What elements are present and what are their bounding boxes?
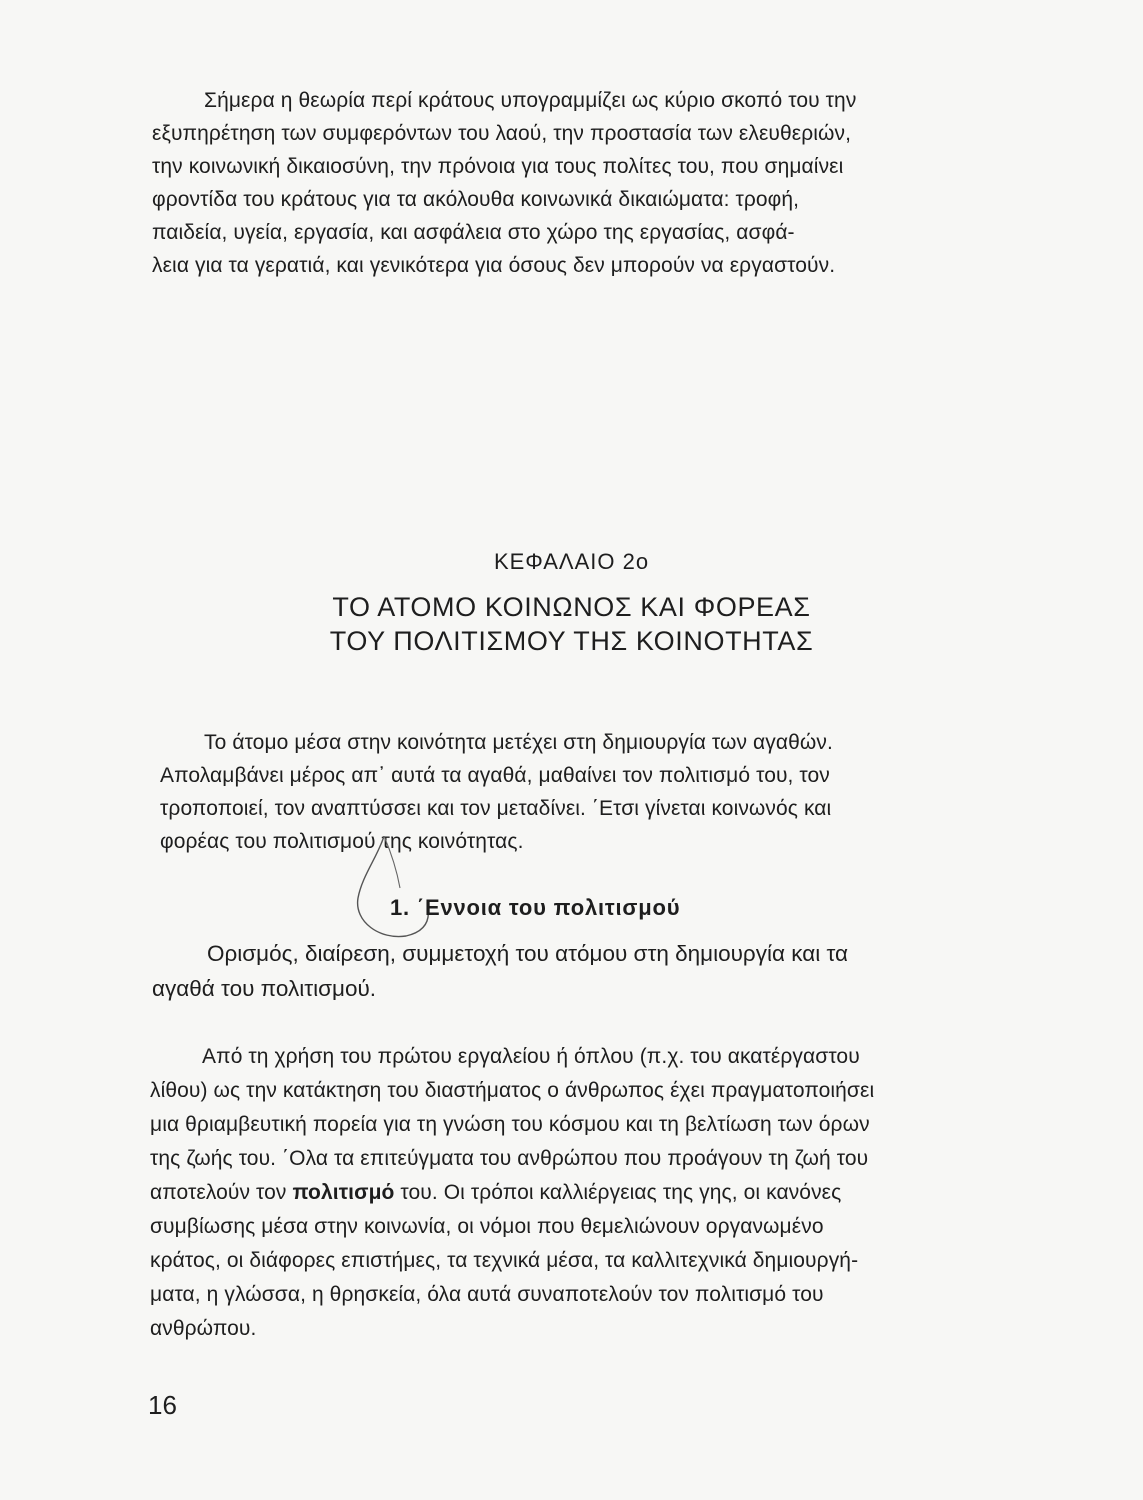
intro-line: φροντίδα του κράτους για τα ακόλουθα κοινωνικά δικαιώματα: τροφή, (152, 188, 800, 211)
pen-stroke (384, 836, 400, 888)
page-number: 16 (148, 1390, 177, 1420)
intro-line: παιδεία, υγεία, εργασία, και ασφάλεια στο χώρο της εργασίας, ασφά- (152, 221, 795, 244)
culture-text: αποτελούν τον (150, 1181, 287, 1204)
intro-line: Σήμερα η θεωρία περί κράτους υπογραμμίζει ως κύριο σκοπό του την (204, 89, 857, 112)
intro-paragraph (152, 84, 998, 282)
section-heading: 1. ΄Εννοια του πολιτισμού (390, 895, 681, 920)
culture-line: μια θριαμβευτική πορεία για τη γνώση του κόσμου και τη βελτίωση των όρων (150, 1113, 870, 1136)
culture-line: λίθου) ως την κατάκτηση του διαστήματος ο άνθρωπος έχει πραγματοποιήσει (150, 1079, 875, 1102)
chapter-label: ΚΕΦΑΛΑΙΟ 2ο (493, 549, 650, 574)
chapter-intro-line: Το άτομο μέσα στην κοινότητα μετέχει στη δημιουργία των αγαθών. (204, 731, 833, 754)
section-subtitle-line: αγαθά του πολιτισμού. (152, 976, 377, 1001)
chapter-intro-paragraph (160, 726, 990, 858)
chapter-title (0, 590, 1143, 658)
culture-line (150, 1176, 992, 1210)
culture-paragraph (150, 1040, 992, 1346)
pen-stroke (358, 836, 429, 937)
culture-term-bold: πολιτισμό (292, 1181, 395, 1204)
chapter-intro-line: φορέας του πολιτισμού της κοινότητας. (160, 830, 524, 853)
culture-line: συμβίωσης μέσα στην κοινωνία, οι νόμοι που θεμελιώνουν οργανωμένο (150, 1215, 824, 1238)
chapter-title-line: ΤΟ ΑΤΟΜΟ ΚΟΙΝΩΝΟΣ ΚΑΙ ΦΟΡΕΑΣ (332, 592, 811, 622)
intro-line: λεια για τα γερατιά, και γενικότερα για όσους δεν μπορούν να εργαστούν. (152, 254, 836, 277)
intro-line: εξυπηρέτηση των συμφερόντων του λαού, την προστασία των ελευθεριών, (152, 122, 852, 145)
culture-text: του. Οι τρόποι καλλιέργειας της γης, οι κανόνες (400, 1181, 842, 1204)
culture-line: ανθρώπου. (150, 1317, 257, 1340)
section-subtitle (152, 936, 998, 1006)
section-subtitle-line: Ορισμός, διαίρεση, συμμετοχή του ατόμου στη δημιουργία και τα (207, 941, 849, 966)
chapter-intro-line: Απολαμβάνει μέρος απ᾽ αυτά τα αγαθά, μαθαίνει τον πολιτισμό του, τον (160, 764, 830, 787)
chapter-intro-line: τροποποιεί, τον αναπτύσσει και τον μεταδίνει. ΄Ετσι γίνεται κοινωνός και (160, 797, 832, 820)
culture-line: κράτος, οι διάφορες επιστήμες, τα τεχνικά μέσα, τα καλλιτεχνικά δημιουργή- (150, 1249, 859, 1272)
chapter-title-line: ΤΟΥ ΠΟΛΙΤΙΣΜΟΥ ΤΗΣ ΚΟΙΝΟΤΗΤΑΣ (329, 626, 814, 656)
pen-circle-mark (340, 836, 460, 946)
culture-line: ματα, η γλώσσα, η θρησκεία, όλα αυτά συναποτελούν τον πολιτισμό του (150, 1283, 824, 1306)
culture-line: της ζωής του. ΄Ολα τα επιτεύγματα του ανθρώπου που προάγουν τη ζωή του (150, 1147, 869, 1170)
culture-line: Από τη χρήση του πρώτου εργαλείου ή όπλου (π.χ. του ακατέργαστου (202, 1045, 860, 1068)
intro-line: την κοινωνική δικαιοσύνη, την πρόνοια για τους πολίτες του, που σημαίνει (152, 155, 844, 178)
